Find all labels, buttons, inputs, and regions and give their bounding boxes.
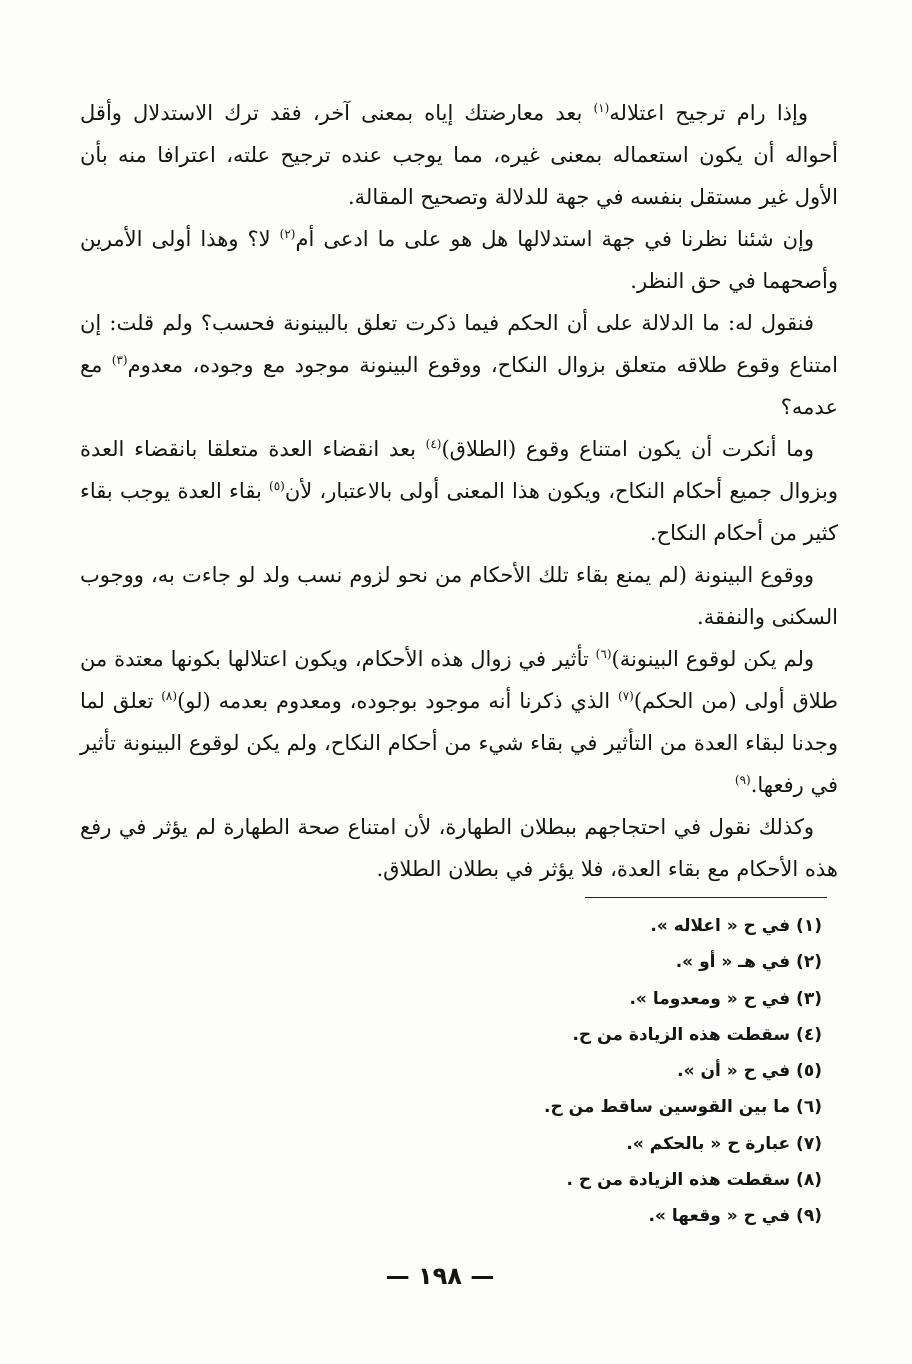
page-number: — ١٩٨ —	[385, 1262, 495, 1290]
paragraph-text: تأثير في زوال هذه الأحكام، ويكون اعتلالها بكونها معتدة من طلاق أولى (من الحكم)	[80, 647, 838, 713]
paragraph	[80, 554, 838, 638]
footnote-item: (٨) سقطت هذه الزيادة من ح .	[566, 1170, 822, 1191]
footnote-marker: (٣)	[111, 353, 128, 367]
footnote-marker: (١)	[593, 101, 610, 115]
footnote-item: (٥) في ح « أن ».	[677, 1061, 822, 1082]
footnote-item: (٣) في ح « ومعدوما ».	[629, 988, 822, 1009]
paragraph	[80, 92, 838, 218]
paragraph-text: لا؟ وهذا أولى الأمرين وأصحهما في حق النظر.	[80, 227, 838, 293]
paragraph-text: الذي ذكرنا أنه موجود بوجوده، ومعدوم بعدمه (لو)	[177, 689, 618, 713]
paragraph-text: مع عدمه؟	[80, 353, 838, 419]
main-text	[80, 92, 838, 890]
paragraph-text: بعد معارضتك إياه بمعنى آخر، فقد ترك الاستدلال وأقل أحواله أن يكون استعماله بمعنى غيره، مما يوجب عنده ترجيح علته، اعترافا منه بأن الأول غير مستقل بنفسه في جهة للدلالة وتصحيح المقالة.	[80, 101, 838, 209]
paragraph	[80, 302, 838, 428]
footnote-separator	[585, 897, 827, 898]
footnote-marker: (٧)	[618, 689, 634, 703]
paragraph-text: وإن شئنا نظرنا في جهة استدلالها هل هو على ما ادعى أم	[295, 227, 814, 251]
paragraph-text: ووقوع البينونة (لم يمنع بقاء تلك الأحكام من نحو لزوم نسب ولد لو جاءت به، ووجوب السكنى والنفقة.	[80, 563, 838, 629]
footnotes	[400, 908, 822, 1235]
footnote-marker: (٤)	[425, 437, 442, 451]
footnote-marker: (٩)	[734, 773, 751, 787]
paragraph-text: وما أنكرت أن يكون امتناع وقوع (الطلاق)	[441, 437, 814, 461]
footnote-marker: (٢)	[279, 227, 296, 241]
footnote-marker: (٥)	[269, 479, 285, 493]
paragraph	[80, 806, 838, 890]
paragraph	[80, 638, 838, 806]
paragraph-text: ولم يكن لوقوع البينونة)	[611, 647, 814, 671]
paragraph-text: بعد انقضاء العدة متعلقا بانقضاء العدة وبزوال جميع أحكام النكاح، ويكون هذا المعنى أولى بالاعتبار، لأن	[80, 437, 838, 503]
footnote-item: (٢) في هـ « أو ».	[675, 952, 822, 973]
paragraph-text: وإذا رام ترجيح اعتلاله	[609, 101, 808, 125]
footnote-item: (١) في ح « اعلاله ».	[650, 916, 822, 936]
paragraph-text: فنقول له: ما الدلالة على أن الحكم فيما ذكرت تعلق بالبينونة فحسب؟ ولم قلت: إن امتناع وقوع طلاقه متعلق بزوال النكاح، ووقوع البينونة موجود مع وجوده، معدوم	[80, 311, 838, 377]
footnote-item: (٦) ما بين القوسين ساقط من ح.	[543, 1097, 822, 1118]
footnote-marker: (٨)	[161, 689, 178, 703]
paragraph-text: بقاء العدة يوجب بقاء كثير من أحكام النكاح.	[80, 479, 838, 545]
paragraph	[80, 428, 838, 554]
footnote-marker: (٦)	[595, 647, 612, 661]
paragraph	[80, 218, 838, 302]
footnote-item: (٤) سقطت هذه الزيادة من ح.	[572, 1024, 822, 1045]
footnote-item: (٧) عبارة ح « بالحكم ».	[626, 1133, 822, 1154]
paragraph-text: تعلق لما وجدنا لبقاء العدة من التأثير في بقاء شيء من أحكام النكاح، ولم يكن لوقوع البينونة تأثير في رفعها.	[80, 689, 838, 797]
paragraph-text: وكذلك نقول في احتجاجهم ببطلان الطهارة، لأن امتناع صحة الطهارة لم يؤثر في رفع هذه الأحكام مع بقاء العدة، فلا يؤثر في بطلان الطلاق.	[80, 815, 838, 881]
footnote-item: (٩) في ح « وقعها ».	[648, 1206, 822, 1227]
